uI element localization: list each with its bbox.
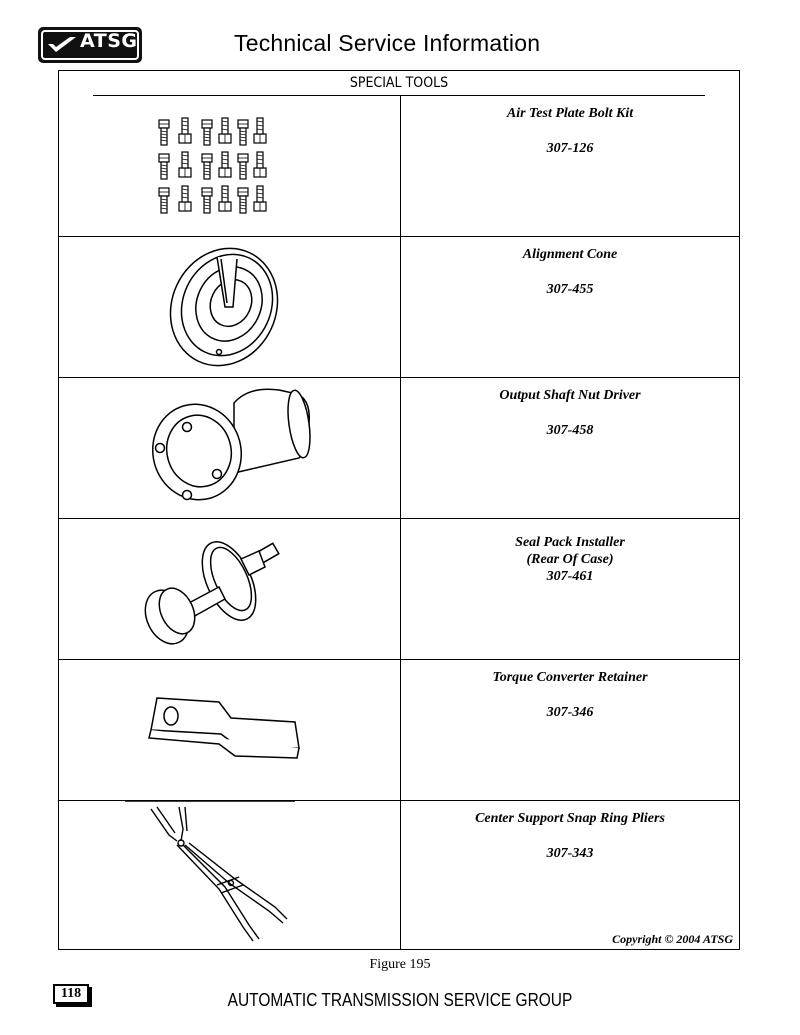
tool-name-line2: (Rear Of Case)	[526, 552, 614, 567]
snap-ring-pliers-icon	[59, 801, 399, 949]
converter-retainer-icon	[59, 660, 399, 800]
tool-part-number: 307-126	[546, 141, 594, 156]
tool-image-cell	[59, 378, 401, 518]
tool-text-cell	[401, 237, 739, 377]
tool-row	[59, 519, 739, 660]
tool-text-cell	[401, 519, 739, 659]
tool-row	[59, 237, 739, 378]
copyright-notice: Copyright © 2004 ATSG	[612, 932, 733, 946]
special-tools-table	[58, 70, 740, 950]
page-title: Technical Service Information	[234, 30, 541, 56]
tool-row	[59, 378, 739, 519]
tool-image-cell	[59, 237, 401, 377]
tool-image-cell	[59, 519, 401, 659]
checkmark-flag-icon	[46, 34, 78, 56]
tool-row	[59, 660, 739, 801]
tool-name: Alignment Cone	[522, 247, 618, 262]
logo-text: ATSG	[80, 30, 138, 52]
tool-image-cell	[59, 96, 401, 236]
tool-name: Torque Converter Retainer	[492, 670, 648, 685]
tool-text-cell	[401, 660, 739, 800]
figure-caption: Figure 195	[369, 957, 431, 972]
tool-part-number: 307-455	[546, 282, 594, 297]
tool-row	[59, 96, 739, 237]
atsg-logo	[38, 27, 142, 63]
footer-title: AUTOMATIC TRANSMISSION SERVICE GROUP	[227, 990, 573, 1010]
tool-name: Seal Pack Installer	[515, 535, 625, 550]
nut-driver-icon	[59, 378, 399, 518]
page-number: 118	[53, 984, 89, 1004]
section-title: SPECIAL TOOLS	[93, 71, 705, 96]
tool-image-cell	[59, 801, 401, 949]
tool-row	[59, 801, 739, 949]
tool-name: Air Test Plate Bolt Kit	[506, 106, 634, 121]
tool-image-cell	[59, 660, 401, 800]
tool-text-cell	[401, 96, 739, 236]
tool-text-cell	[401, 801, 739, 949]
tool-name: Output Shaft Nut Driver	[499, 388, 641, 403]
tool-part-number: 307-461	[546, 569, 594, 584]
tool-name: Center Support Snap Ring Pliers	[475, 811, 665, 826]
bolt-kit-icon	[59, 96, 399, 236]
tool-part-number: 307-343	[546, 846, 594, 861]
seal-installer-icon	[59, 519, 399, 659]
tool-part-number: 307-346	[546, 705, 594, 720]
tool-part-number: 307-458	[546, 423, 594, 438]
alignment-cone-icon	[59, 237, 399, 377]
tool-text-cell	[401, 378, 739, 518]
